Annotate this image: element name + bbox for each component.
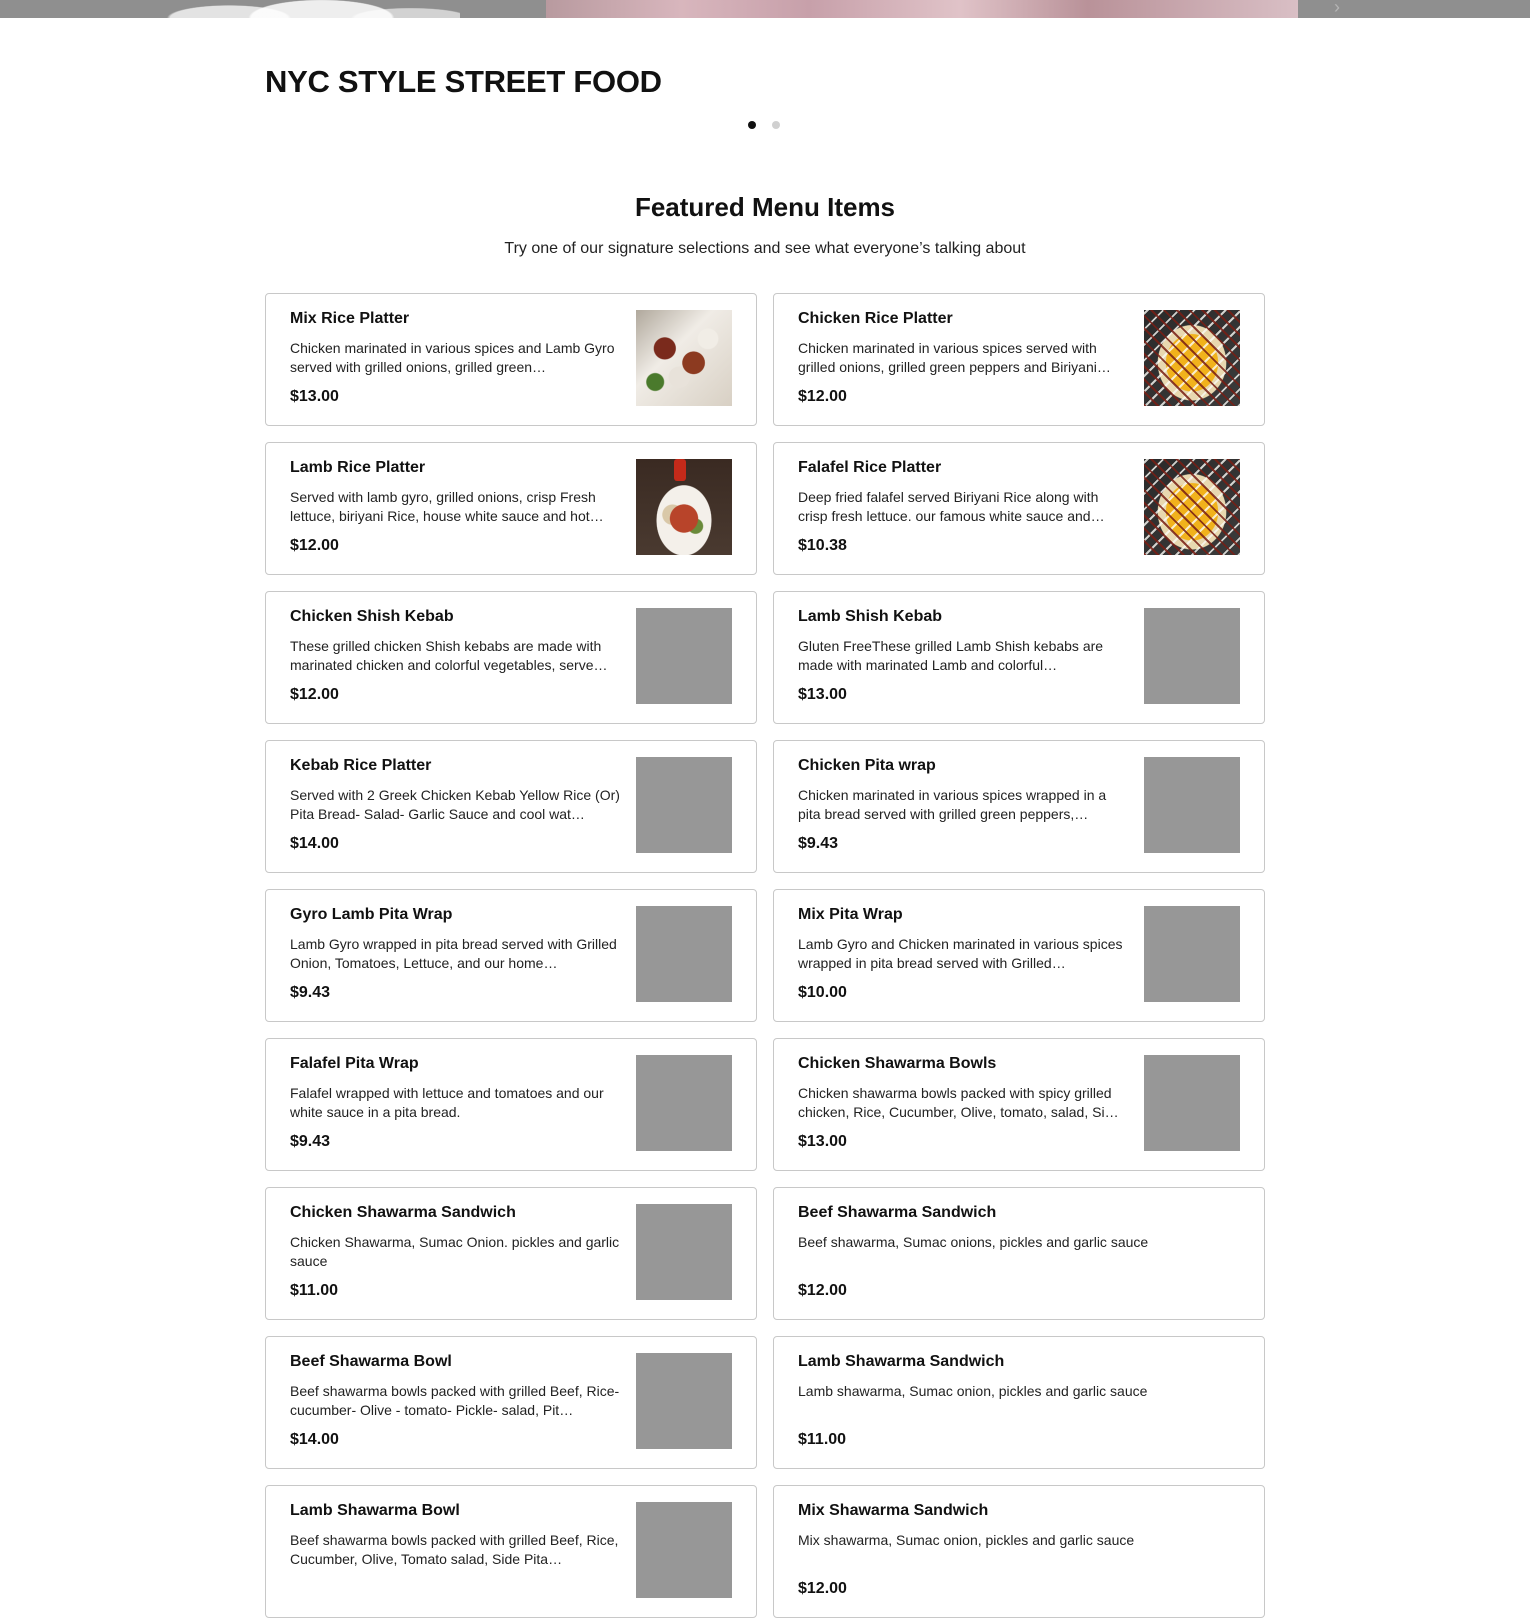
menu-item-card[interactable] xyxy=(773,591,1265,724)
menu-item-description: Lamb shawarma, Sumac onion, pickles and garlic sauce xyxy=(798,1383,1148,1399)
menu-item-description: Falafel wrapped with lettuce and tomatoes and our white sauce in a pita bread. xyxy=(290,1085,604,1120)
menu-item-name: Beef Shawarma Sandwich xyxy=(798,1204,997,1221)
menu-item-name: Lamb Shish Kebab xyxy=(798,608,943,625)
menu-item-description: Chicken marinated in various spices and Lamb Gyro served with grilled onions, grilled green… xyxy=(290,340,615,375)
menu-item-card[interactable] xyxy=(773,442,1265,575)
menu-item-name: Chicken Rice Platter xyxy=(798,310,953,327)
menu-item-text xyxy=(798,309,1128,406)
menu-item-description: These grilled chicken Shish kebabs are made with marinated chicken and colorful vegetables, serve… xyxy=(290,638,608,673)
menu-item-name: Falafel Pita Wrap xyxy=(290,1055,419,1072)
menu-item-text xyxy=(798,458,1128,555)
menu-item-name: Mix Shawarma Sandwich xyxy=(798,1502,989,1519)
menu-item-text xyxy=(290,756,620,853)
menu-item-description: Lamb Gyro and Chicken marinated in various spices wrapped in pita bread served with Grilled… xyxy=(798,936,1123,971)
hero-food-photo xyxy=(546,0,1298,18)
menu-item-price: $12.00 xyxy=(798,388,847,405)
featured-subheading: Try one of our signature selections and see what everyone’s talking about xyxy=(504,240,1026,257)
menu-item-text xyxy=(798,756,1128,853)
menu-item-card[interactable] xyxy=(265,740,757,873)
menu-item-image xyxy=(1144,608,1240,704)
menu-item-text xyxy=(290,607,620,704)
menu-item-text xyxy=(798,905,1128,1002)
menu-item-price: $13.00 xyxy=(798,1133,847,1150)
next-slide-arrow-icon[interactable]: › xyxy=(1334,0,1340,17)
menu-item-price: $14.00 xyxy=(290,1431,339,1448)
menu-item-price: $12.00 xyxy=(290,686,339,703)
menu-item-description: Served with 2 Greek Chicken Kebab Yellow Rice (Or) Pita Bread- Salad- Garlic Sauce and cool wat… xyxy=(290,787,620,822)
menu-item-card[interactable] xyxy=(265,442,757,575)
menu-item-text xyxy=(798,1352,1240,1449)
menu-item-card[interactable] xyxy=(265,293,757,426)
menu-item-price: $12.00 xyxy=(290,537,339,554)
menu-item-image xyxy=(636,310,732,406)
menu-item-description: Served with lamb gyro, grilled onions, crisp Fresh lettuce, biriyani Rice, house white sauce and hot… xyxy=(290,489,604,524)
menu-item-price: $9.43 xyxy=(290,1133,331,1150)
menu-item-image xyxy=(1144,757,1240,853)
hero-carousel[interactable] xyxy=(0,0,1530,18)
menu-item-image xyxy=(636,1353,732,1449)
menu-item-text xyxy=(798,1501,1240,1598)
menu-item-description: Beef shawarma bowls packed with grilled Beef, Rice- cucumber- Olive - tomato- Pickle- salad, Pit… xyxy=(290,1383,620,1418)
menu-item-card[interactable] xyxy=(773,740,1265,873)
menu-item-price: $11.00 xyxy=(798,1431,847,1448)
menu-item-name: Falafel Rice Platter xyxy=(798,459,942,476)
menu-item-image xyxy=(1144,1055,1240,1151)
menu-item-image xyxy=(636,1055,732,1151)
menu-item-text xyxy=(798,1203,1240,1300)
menu-item-name: Chicken Shawarma Sandwich xyxy=(290,1204,516,1221)
hero-title: NYC STYLE STREET FOOD xyxy=(265,64,662,99)
menu-item-description: Lamb Gyro wrapped in pita bread served with Grilled Onion, Tomatoes, Lettuce, and our home… xyxy=(290,936,617,971)
restaurant-logo xyxy=(130,0,460,18)
menu-item-price: $9.43 xyxy=(798,835,839,852)
menu-item-name: Lamb Shawarma Bowl xyxy=(290,1502,460,1519)
menu-item-card[interactable] xyxy=(773,293,1265,426)
menu-item-image xyxy=(636,757,732,853)
menu-item-description: Mix shawarma, Sumac onion, pickles and garlic sauce xyxy=(798,1532,1135,1548)
menu-item-name: Mix Rice Platter xyxy=(290,310,410,327)
menu-item-name: Lamb Rice Platter xyxy=(290,459,426,476)
menu-item-text xyxy=(290,1054,620,1151)
menu-item-text xyxy=(290,458,620,555)
hero-overlay xyxy=(1298,0,1530,18)
menu-item-card[interactable] xyxy=(265,1038,757,1171)
menu-item-price: $10.38 xyxy=(798,537,847,554)
menu-item-name: Chicken Pita wrap xyxy=(798,757,936,774)
menu-item-description: Gluten FreeThese grilled Lamb Shish kebabs are made with marinated Lamb and colorful… xyxy=(798,638,1104,673)
menu-item-card[interactable] xyxy=(773,1485,1265,1618)
menu-item-image xyxy=(1144,906,1240,1002)
menu-item-text xyxy=(290,1501,620,1580)
menu-item-description: Chicken marinated in various spices served with grilled onions, grilled green peppers and Biriyani… xyxy=(798,340,1111,375)
menu-item-name: Beef Shawarma Bowl xyxy=(290,1353,452,1370)
menu-item-description: Chicken shawarma bowls packed with spicy grilled chicken, Rice, Cucumber, Olive, tomato, salad, Si… xyxy=(798,1085,1119,1120)
menu-item-card[interactable] xyxy=(265,1187,757,1320)
menu-item-text xyxy=(290,309,620,406)
carousel-dot-2[interactable] xyxy=(772,121,780,129)
menu-item-price: $13.00 xyxy=(290,388,339,405)
menu-item-card[interactable] xyxy=(773,889,1265,1022)
menu-item-price: $14.00 xyxy=(290,835,339,852)
menu-item-name: Gyro Lamb Pita Wrap xyxy=(290,906,453,923)
menu-item-image xyxy=(636,608,732,704)
menu-item-name: Mix Pita Wrap xyxy=(798,906,903,923)
menu-item-card[interactable] xyxy=(773,1187,1265,1320)
menu-item-text xyxy=(290,1352,620,1449)
menu-item-price: $12.00 xyxy=(798,1282,847,1299)
menu-item-image xyxy=(636,1502,732,1598)
featured-menu-grid xyxy=(265,293,1265,1618)
menu-item-name: Kebab Rice Platter xyxy=(290,757,432,774)
menu-item-text xyxy=(798,1054,1128,1151)
menu-item-price: $12.00 xyxy=(798,1580,847,1597)
carousel-dot-1[interactable] xyxy=(748,121,756,129)
menu-item-image xyxy=(1144,310,1240,406)
carousel-pagination xyxy=(748,121,780,129)
menu-item-name: Chicken Shawarma Bowls xyxy=(798,1055,997,1072)
menu-item-image xyxy=(636,459,732,555)
menu-item-price: $10.00 xyxy=(798,984,847,1001)
menu-item-description: Beef shawarma, Sumac onions, pickles and garlic sauce xyxy=(798,1234,1149,1250)
menu-item-card[interactable] xyxy=(265,591,757,724)
menu-item-card[interactable] xyxy=(773,1038,1265,1171)
menu-item-card[interactable] xyxy=(265,1336,757,1469)
menu-item-name: Chicken Shish Kebab xyxy=(290,608,454,625)
menu-item-price: $11.00 xyxy=(290,1282,339,1299)
menu-item-card[interactable] xyxy=(773,1336,1265,1469)
menu-item-image xyxy=(1144,459,1240,555)
menu-item-image xyxy=(636,906,732,1002)
featured-heading: Featured Menu Items xyxy=(634,192,896,222)
menu-item-image xyxy=(636,1204,732,1300)
menu-item-description: Deep fried falafel served Biriyani Rice along with crisp fresh lettuce. our famous white sauce and… xyxy=(798,489,1105,524)
menu-item-description: Chicken marinated in various spices wrapped in a pita bread served with grilled green peppers,… xyxy=(798,787,1107,822)
menu-item-name: Lamb Shawarma Sandwich xyxy=(798,1353,1005,1370)
menu-item-text xyxy=(798,607,1128,704)
menu-item-card[interactable] xyxy=(265,1485,757,1618)
menu-item-card[interactable] xyxy=(265,889,757,1022)
menu-item-description: Chicken Shawarma, Sumac Onion. pickles and garlic sauce xyxy=(290,1234,620,1269)
menu-item-description: Beef shawarma bowls packed with grilled Beef, Rice, Cucumber, Olive, Tomato salad, Side Pita… xyxy=(290,1532,619,1567)
menu-item-text xyxy=(290,1203,620,1300)
menu-item-price: $13.00 xyxy=(798,686,847,703)
menu-item-text xyxy=(290,905,620,1002)
menu-item-price: $9.43 xyxy=(290,984,331,1001)
